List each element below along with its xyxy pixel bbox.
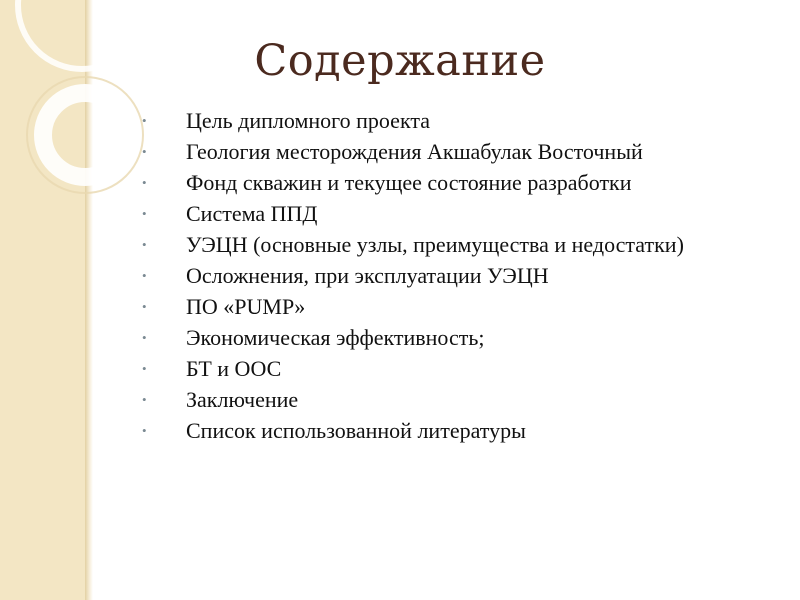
bullet-icon: • bbox=[142, 361, 147, 376]
bullet-icon: • bbox=[142, 175, 147, 190]
list-item bbox=[140, 170, 740, 195]
bullet-icon: • bbox=[142, 206, 147, 221]
list-item bbox=[140, 108, 740, 133]
list-item-text: БТ и ООС bbox=[186, 356, 282, 381]
list-item-text: УЭЦН (основные узлы, преимущества и недостатки) bbox=[186, 232, 684, 257]
list-item bbox=[140, 356, 740, 381]
list-item bbox=[140, 294, 740, 319]
list-item bbox=[140, 387, 740, 412]
middle-ring bbox=[43, 93, 127, 177]
list-item bbox=[140, 232, 740, 257]
list-item-text: Система ППД bbox=[186, 201, 318, 226]
bullet-icon: • bbox=[142, 392, 147, 407]
list-item-text: Фонд скважин и текущее состояние разработки bbox=[186, 170, 632, 195]
list-item bbox=[140, 201, 740, 226]
list-item-text: Экономическая эффективность; bbox=[186, 325, 485, 350]
bullet-icon: • bbox=[142, 113, 147, 128]
list-item-text: Заключение bbox=[186, 387, 299, 412]
bullet-icon: • bbox=[142, 268, 147, 283]
list-item-text: ПО «PUMP» bbox=[186, 294, 306, 319]
content-list bbox=[140, 108, 740, 449]
list-item-text: Список использованной литературы bbox=[186, 418, 526, 443]
list-item-text: Геология месторождения Акшабулак Восточный bbox=[186, 139, 643, 164]
bullet-icon: • bbox=[142, 330, 147, 345]
list-item bbox=[140, 139, 740, 164]
bullet-icon: • bbox=[142, 144, 147, 159]
list-item bbox=[140, 418, 740, 443]
slide-title: Содержание bbox=[254, 36, 546, 86]
bullet-icon: • bbox=[142, 423, 147, 438]
list-item-text: Осложнения, при эксплуатации УЭЦН bbox=[186, 263, 549, 288]
bullet-icon: • bbox=[142, 237, 147, 252]
list-item bbox=[140, 325, 740, 350]
list-item-text: Цель дипломного проекта bbox=[186, 108, 430, 133]
bullet-icon: • bbox=[142, 299, 147, 314]
list-item bbox=[140, 263, 740, 288]
